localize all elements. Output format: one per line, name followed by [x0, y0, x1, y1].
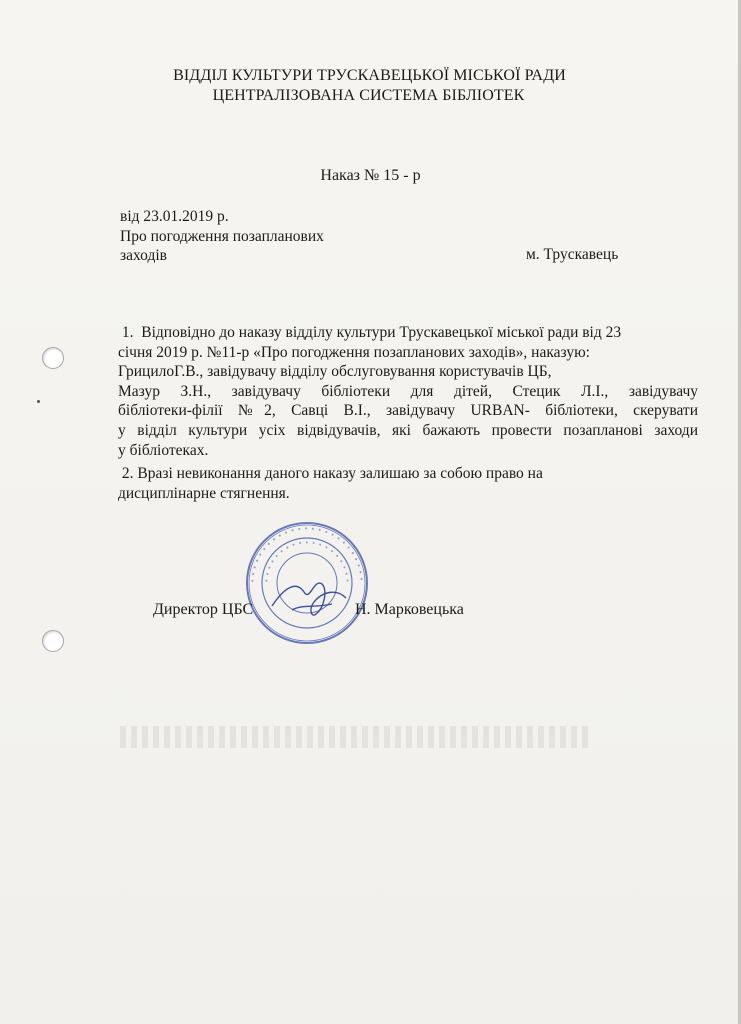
- para1-line: у відділ культури усіх відвідувачів, які бажають провести позапланові заходи: [118, 421, 698, 439]
- order-city: м. Трускавець: [526, 246, 619, 263]
- paragraph-2: [118, 464, 698, 503]
- para1-line: Мазур З.Н., завідувачу бібліотеки для дітей, Стецик Л.І., завідувачу: [118, 382, 698, 400]
- para2-line: 2. Вразі невиконання даного наказу залишаю за собою право на: [118, 465, 543, 482]
- svg-text:• • • • • • • • • • • • • • •: • • • • • • • • • • • • • • • • • • • • • • • • •: [247, 523, 366, 584]
- show-through-text: [120, 726, 590, 748]
- order-subject-line1: Про погодження позапланових: [120, 228, 324, 245]
- order-title: Наказ № 15 - р: [320, 167, 421, 184]
- para1-line: бібліотеки-філії №2, Савці В.І., завідувачу URBAN- бібліотеки, скерувати: [118, 402, 698, 420]
- svg-text:• • • • • • • • • • • • • • •: • • • • • • • • • • • • • • • • • • •: [262, 538, 352, 584]
- para1-line: січня 2019 р. №11-р «Про погодження позапланових заходів», наказую:: [118, 343, 590, 361]
- signature-name: Н. Марковецька: [355, 601, 464, 618]
- punch-hole-top: [42, 347, 64, 369]
- para1-line: у бібліотеках.: [118, 441, 209, 459]
- para2-line: дисциплінарне стягнення.: [118, 484, 290, 502]
- punch-hole-bottom: [42, 630, 64, 652]
- signature-position: Директор ЦБС: [153, 601, 254, 618]
- order-date: від 23.01.2019 р.: [120, 208, 229, 225]
- header-department: ВІДДІЛ КУЛЬТУРИ ТРУСКАВЕЦЬКОЇ МІСЬКОЇ РАДИ: [173, 67, 566, 84]
- header-library-system: ЦЕНТРАЛІЗОВАНА СИСТЕМА БІБЛІОТЕК: [212, 87, 525, 104]
- para1-line: 1. Відповідно до наказу відділу культури Трускавецької міської ради від 23: [118, 324, 622, 341]
- official-stamp-icon: [244, 518, 370, 648]
- speck: [37, 400, 40, 403]
- para1-line: ГрицилоГ.В., завідувачу відділу обслуговування користувачів ЦБ,: [118, 363, 552, 381]
- order-subject-line2: заходів: [120, 247, 167, 264]
- paragraph-1: [118, 323, 698, 460]
